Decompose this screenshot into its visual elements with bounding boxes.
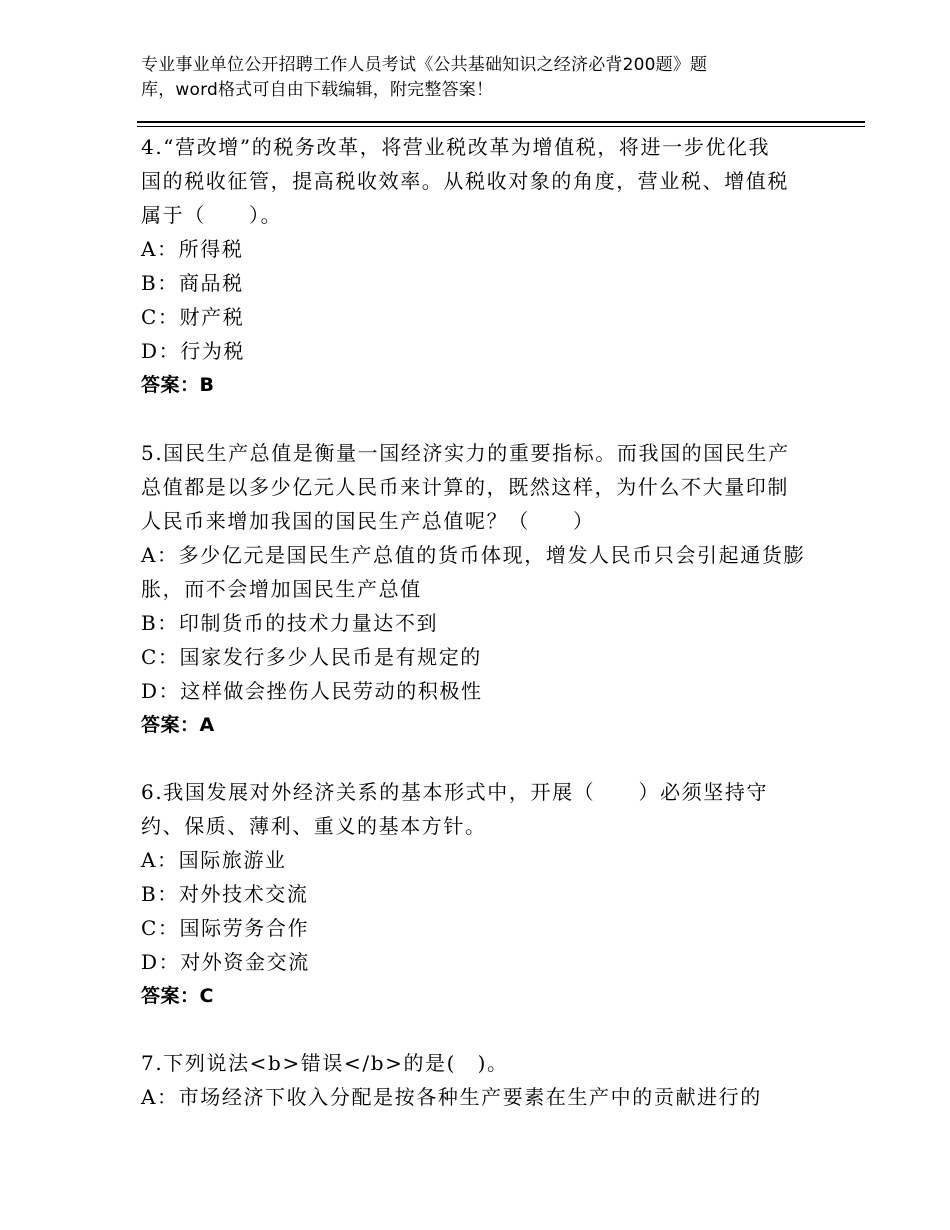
question-stem-line: 7.下列说法<b>错误</b>的是( )。 xyxy=(141,1051,509,1075)
header-rule-thick xyxy=(137,121,865,123)
option-a: A：国际旅游业 xyxy=(141,848,287,872)
option-d: D：这样做会挫伤人民劳动的积极性 xyxy=(141,679,483,703)
question-7 xyxy=(141,1046,811,1114)
option-c: C：国际劳务合作 xyxy=(141,916,310,940)
header-rule-thin xyxy=(137,126,865,127)
question-stem-line: 总值都是以多少亿元人民币来计算的，既然这样，为什么不大量印制 xyxy=(141,475,789,499)
document-header xyxy=(141,53,781,103)
question-stem-line: 4.“营改增”的税务改革，将营业税改革为增值税，将进一步优化我 xyxy=(141,135,771,159)
option-a-continued: 胀，而不会增加国民生产总值 xyxy=(141,577,422,601)
question-stem-line: 属于（ ）。 xyxy=(141,203,283,227)
question-stem-line: 6.我国发展对外经济关系的基本形式中，开展（ ）必须坚持守 xyxy=(141,780,769,804)
option-a: A：所得税 xyxy=(141,237,244,261)
option-a: A：市场经济下收入分配是按各种生产要素在生产中的贡献进行的 xyxy=(141,1085,762,1109)
question-stem-line: 5.国民生产总值是衡量一国经济实力的重要指标。而我国的国民生产 xyxy=(141,441,790,465)
header-title-line-2: 库，word格式可自由下载编辑，附完整答案！ xyxy=(141,80,494,100)
question-stem-line: 国的税收征管，提高税收效率。从税收对象的角度，营业税、增值税 xyxy=(141,169,789,193)
answer-label: 答案：A xyxy=(141,714,215,736)
option-b: B：商品税 xyxy=(141,271,244,295)
question-stem-line: 人民币来增加我国的国民生产总值呢？（ ） xyxy=(141,509,595,533)
question-stem-line: 约、保质、薄利、重义的基本方针。 xyxy=(141,814,487,838)
answer-label: 答案：B xyxy=(141,374,215,396)
option-b: B：对外技术交流 xyxy=(141,882,309,906)
header-title-line-1: 专业事业单位公开招聘工作人员考试《公共基础知识之经济必背200题》题 xyxy=(141,55,708,75)
option-a: A：多少亿元是国民生产总值的货币体现，增发人民币只会引起通货膨 xyxy=(141,543,806,567)
option-b: B：印制货币的技术力量达不到 xyxy=(141,611,439,635)
option-d: D：行为税 xyxy=(141,339,246,363)
option-c: C：财产税 xyxy=(141,305,245,329)
question-4 xyxy=(141,130,811,402)
question-5 xyxy=(141,436,811,742)
option-c: C：国家发行多少人民币是有规定的 xyxy=(141,645,482,669)
question-6 xyxy=(141,775,811,1013)
answer-label: 答案：C xyxy=(141,985,214,1007)
option-d: D：对外资金交流 xyxy=(141,950,310,974)
